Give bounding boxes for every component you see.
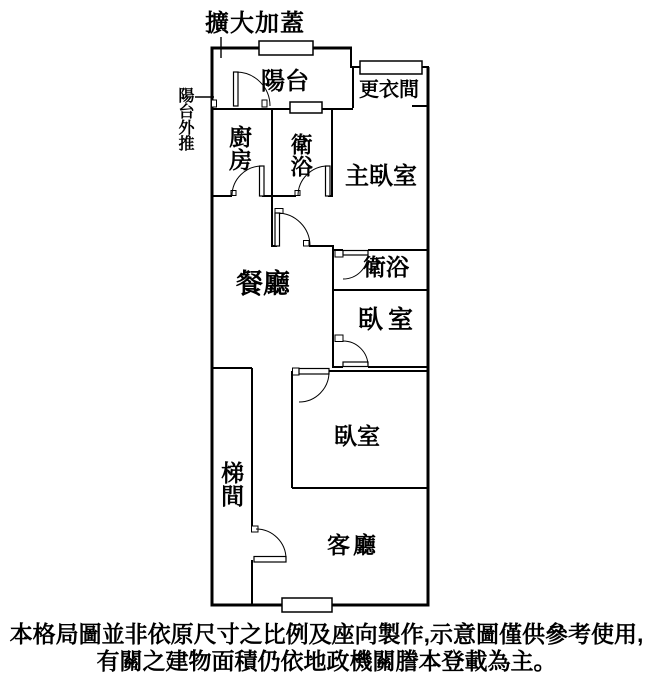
disclaimer-text — [0, 621, 653, 675]
room-label-bedroom-lower: 臥室 — [334, 423, 380, 449]
room-label-dining-room: 餐廳 — [236, 269, 290, 299]
door-master-bedroom — [275, 209, 310, 247]
window-closet-top — [360, 61, 422, 74]
room-label-master-bedroom: 主臥室 — [345, 163, 417, 190]
disclaimer-line-1: 本格局圖並非依原尺寸之比例及座向製作,示意圖僅供參考使用, — [9, 621, 644, 647]
door-entry — [252, 526, 287, 562]
label-expanded-addition: 擴大加蓋 — [205, 10, 305, 37]
window-balcony-bottom — [290, 102, 322, 113]
door-bedroom-mid — [335, 335, 368, 367]
room-label-bathroom-middle: 衛浴 — [363, 254, 409, 280]
room-label-walk-in-closet: 更衣間 — [359, 79, 419, 101]
room-label-bathroom-upper: 衛浴 — [288, 133, 314, 177]
room-label-living-room: 客廳 — [327, 532, 379, 558]
room-label-stairwell: 梯間 — [218, 461, 245, 507]
room-label-bedroom-middle: 臥室 — [358, 306, 419, 334]
label-balcony-pushed-out: 陽台外推 — [176, 87, 193, 151]
disclaimer-line-2: 有關之建物面積仍依地政機關謄本登載為主。 — [96, 648, 557, 674]
room-label-kitchen: 廚房 — [226, 125, 253, 171]
room-label-balcony: 陽台 — [261, 68, 309, 95]
window-living-bottom — [282, 598, 332, 612]
door-bedroom-lower — [293, 368, 330, 402]
window-balcony-top — [259, 41, 313, 55]
leader-lines — [195, 37, 221, 97]
